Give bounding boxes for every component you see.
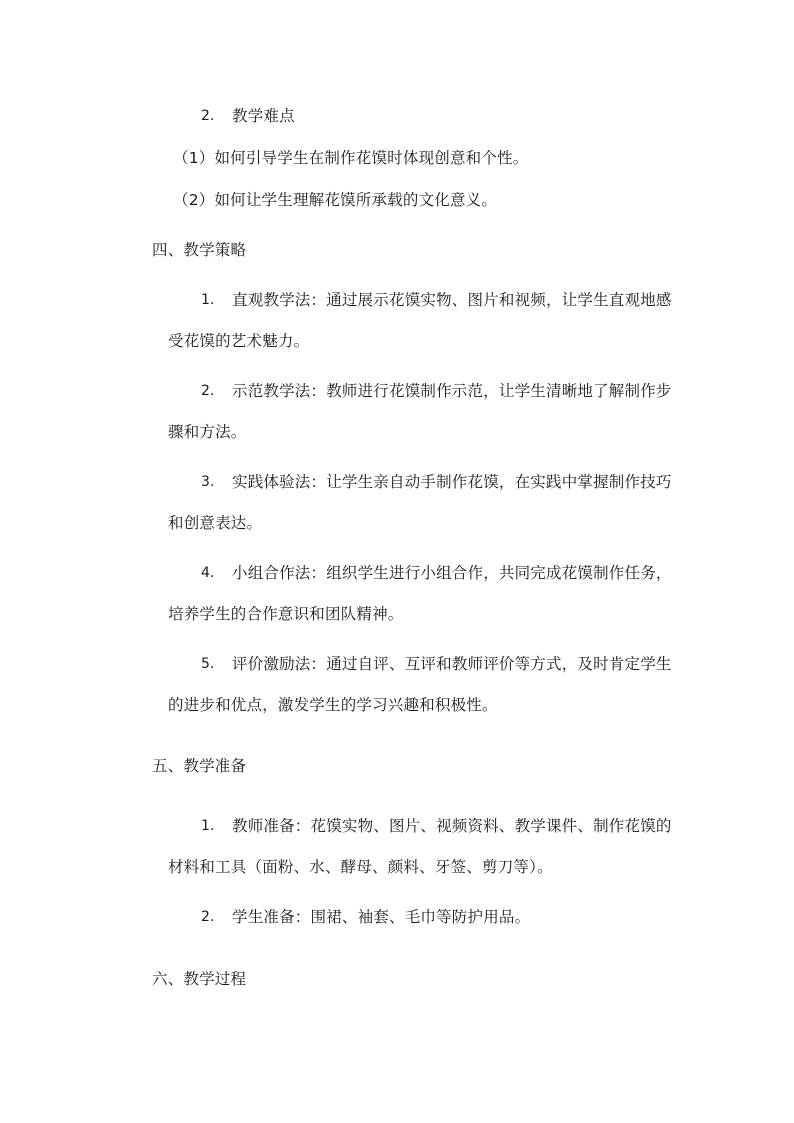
strategy-item-3-line-1: 实践体验法：让学生亲自动手制作花馍，在实践中掌握制作技巧 <box>232 473 672 491</box>
strategy-item-1-line-2: 受花馍的艺术魅力。 <box>168 332 310 350</box>
strategy-item-4-line-2: 培养学生的合作意识和团队精神。 <box>168 605 404 623</box>
strategy-item-5-number: 5. <box>201 656 215 672</box>
section-heading-process: 六、教学过程 <box>152 970 247 988</box>
strategy-item-5-line-2: 的进步和优点，激发学生的学习兴趣和积极性。 <box>168 696 498 714</box>
difficulty-item-2: （2）如何让学生理解花馍所承载的文化意义。 <box>173 191 498 209</box>
difficulty-title: 教学难点 <box>232 107 295 125</box>
strategy-item-3-line-2: 和创意表达。 <box>168 514 263 532</box>
strategy-item-1-number: 1. <box>201 292 215 308</box>
preparation-item-1-line-1: 教师准备：花馍实物、图片、视频资料、教学课件、制作花馍的 <box>232 817 672 835</box>
preparation-item-2-line-1: 学生准备：围裙、袖套、毛巾等防护用品。 <box>232 908 531 926</box>
strategy-item-5-line-1: 评价激励法：通过自评、互评和教师评价等方式，及时肯定学生 <box>232 655 672 673</box>
strategy-item-3-number: 3. <box>201 474 215 490</box>
strategy-item-4-line-1: 小组合作法：组织学生进行小组合作，共同完成花馍制作任务， <box>232 564 672 582</box>
preparation-item-1-number: 1. <box>201 818 215 834</box>
preparation-item-2-number: 2. <box>201 909 215 925</box>
section-heading-preparation: 五、教学准备 <box>152 757 247 775</box>
strategy-item-2-number: 2. <box>201 383 215 399</box>
strategy-item-1-line-1: 直观教学法：通过展示花馍实物、图片和视频，让学生直观地感 <box>232 291 672 309</box>
strategy-item-2-line-1: 示范教学法：教师进行花馍制作示范，让学生清晰地了解制作步 <box>232 382 672 400</box>
strategy-item-4-number: 4. <box>201 565 215 581</box>
section-heading-strategy: 四、教学策略 <box>152 241 247 259</box>
difficulty-number: 2. <box>201 108 215 124</box>
strategy-item-2-line-2: 骤和方法。 <box>168 423 247 441</box>
difficulty-item-1: （1）如何引导学生在制作花馍时体现创意和个性。 <box>173 149 529 167</box>
preparation-item-1-line-2: 材料和工具（面粉、水、酵母、颜料、牙签、剪刀等）。 <box>168 858 553 876</box>
